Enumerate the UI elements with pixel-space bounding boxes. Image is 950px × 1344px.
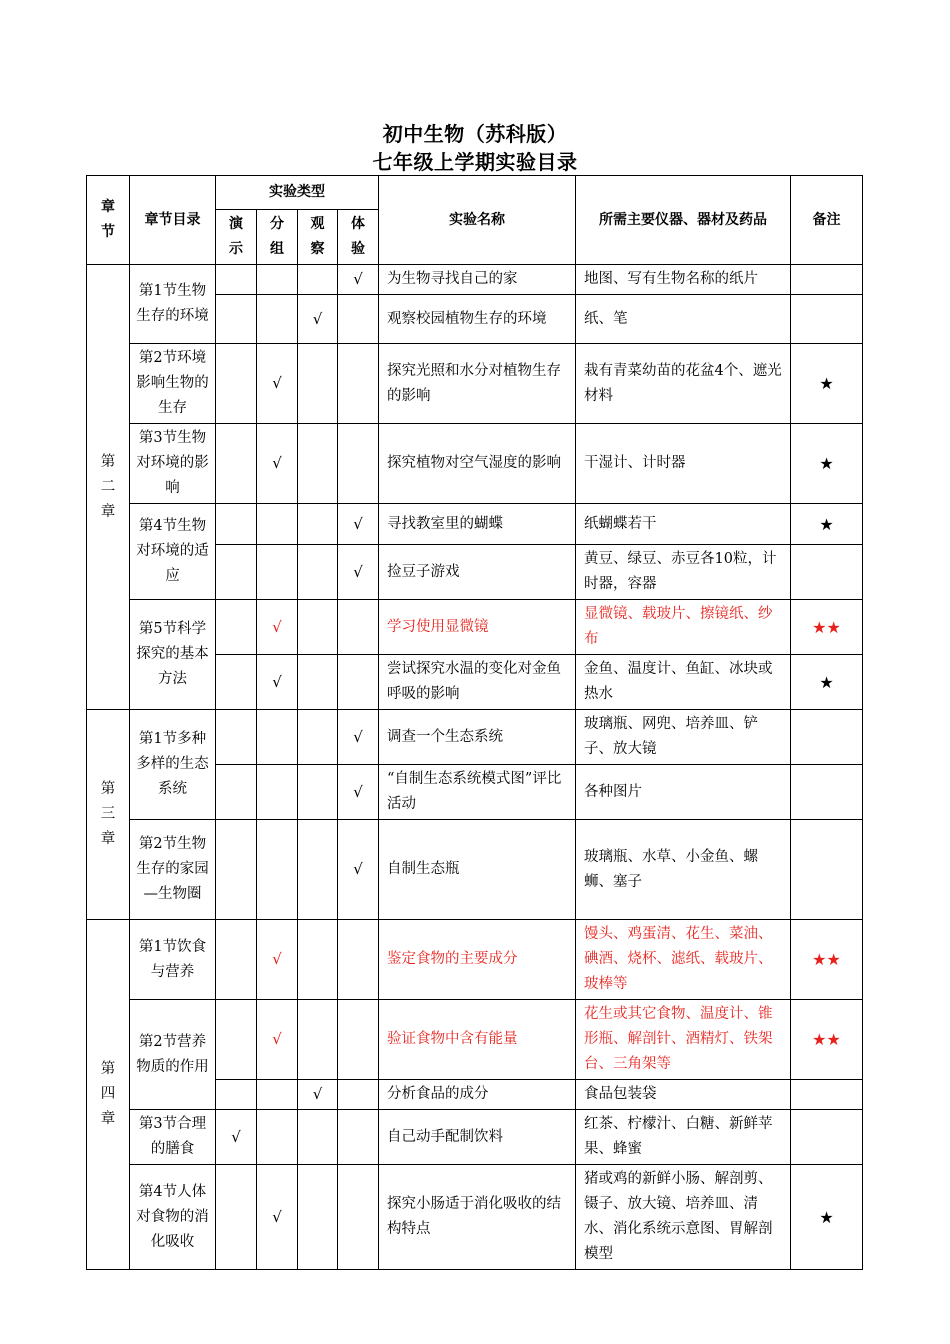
- materials-cell: 食品包装袋: [576, 1080, 791, 1110]
- check-mark: √: [257, 344, 298, 424]
- chapter-cell: 第三章: [87, 710, 130, 920]
- document-title: [0, 120, 950, 176]
- chapter-cell: 第四章: [87, 920, 130, 1270]
- experiment-name: “自制生态系统模式图”评比活动: [379, 765, 576, 820]
- table-row: [87, 1110, 863, 1165]
- type-group-cell: [257, 504, 298, 545]
- star-rating: ★: [791, 424, 863, 504]
- type-group-cell: [257, 765, 298, 820]
- table-body: [87, 265, 863, 1270]
- table-row: [87, 600, 863, 655]
- materials-cell: 干湿计、计时器: [576, 424, 791, 504]
- type-group-cell: [257, 1080, 298, 1110]
- table-row: [87, 920, 863, 1000]
- note-cell: [791, 765, 863, 820]
- type-observe-cell: [298, 820, 338, 920]
- type-observe-cell: [298, 655, 338, 710]
- type-experience-cell: [338, 1000, 379, 1080]
- type-group-cell: [257, 295, 298, 344]
- star-rating: ★★: [791, 1000, 863, 1080]
- title-line-2: 七年级上学期实验目录: [372, 150, 578, 174]
- type-group-cell: [257, 545, 298, 600]
- experiment-name: 捡豆子游戏: [379, 545, 576, 600]
- materials-cell: 猪或鸡的新鲜小肠、解剖剪、镊子、放大镜、培养皿、清水、消化系统示意图、胃解剖模型: [576, 1165, 791, 1270]
- check-mark: √: [257, 655, 298, 710]
- header-note: 备注: [791, 176, 863, 265]
- type-group-cell: [257, 265, 298, 295]
- materials-cell: 黄豆、绿豆、赤豆各10粒，计时器，容器: [576, 545, 791, 600]
- type-observe-cell: [298, 1110, 338, 1165]
- type-experience-cell: [338, 424, 379, 504]
- materials-cell: 金鱼、温度计、鱼缸、冰块或热水: [576, 655, 791, 710]
- materials-cell: 纸蝴蝶若干: [576, 504, 791, 545]
- materials-cell: 玻璃瓶、网兜、培养皿、铲子、放大镜: [576, 710, 791, 765]
- note-cell: [791, 1110, 863, 1165]
- experiment-name: 验证食物中含有能量: [379, 1000, 576, 1080]
- header-name: 实验名称: [379, 176, 576, 265]
- type-group-cell: [257, 820, 298, 920]
- type-demo-cell: [216, 545, 257, 600]
- table-row: [87, 1000, 863, 1080]
- materials-cell: 馒头、鸡蛋清、花生、菜油、碘酒、烧杯、滤纸、载玻片、玻棒等: [576, 920, 791, 1000]
- type-observe-cell: [298, 265, 338, 295]
- type-observe-cell: [298, 710, 338, 765]
- experiment-name: 自己动手配制饮料: [379, 1110, 576, 1165]
- experiment-name: 调查一个生态系统: [379, 710, 576, 765]
- type-demo-cell: [216, 1000, 257, 1080]
- header-type-experience: 体验: [338, 210, 379, 265]
- type-observe-cell: [298, 765, 338, 820]
- type-observe-cell: [298, 545, 338, 600]
- type-demo-cell: [216, 655, 257, 710]
- check-mark: √: [257, 424, 298, 504]
- type-demo-cell: [216, 424, 257, 504]
- note-cell: [791, 1080, 863, 1110]
- table-row: [87, 265, 863, 295]
- type-group-cell: [257, 710, 298, 765]
- experiment-table: [86, 175, 863, 1270]
- note-cell: [791, 820, 863, 920]
- type-demo-cell: [216, 295, 257, 344]
- type-experience-cell: [338, 920, 379, 1000]
- table-row: [87, 820, 863, 920]
- header-type-group-work: 分组: [257, 210, 298, 265]
- check-mark: √: [257, 1165, 298, 1270]
- note-cell: [791, 710, 863, 765]
- star-rating: ★: [791, 504, 863, 545]
- header-row: [87, 176, 863, 210]
- experiment-name: 观察校园植物生存的环境: [379, 295, 576, 344]
- section-cell: 第4节生物对环境的适应: [130, 504, 216, 600]
- type-demo-cell: [216, 1165, 257, 1270]
- section-cell: 第1节多种多样的生态系统: [130, 710, 216, 820]
- type-experience-cell: [338, 295, 379, 344]
- header-section: 章节目录: [130, 176, 216, 265]
- experiment-name: 寻找教室里的蝴蝶: [379, 504, 576, 545]
- star-rating: ★★: [791, 600, 863, 655]
- type-observe-cell: [298, 1000, 338, 1080]
- experiment-name: 为生物寻找自己的家: [379, 265, 576, 295]
- type-demo-cell: [216, 820, 257, 920]
- check-mark: √: [298, 295, 338, 344]
- header-type-group: 实验类型: [216, 176, 379, 210]
- type-demo-cell: [216, 265, 257, 295]
- header-type-demo: 演示: [216, 210, 257, 265]
- section-cell: 第3节合理的膳食: [130, 1110, 216, 1165]
- check-mark: √: [338, 710, 379, 765]
- section-cell: 第1节生物生存的环境: [130, 265, 216, 344]
- experiment-name: 分析食品的成分: [379, 1080, 576, 1110]
- materials-cell: 地图、写有生物名称的纸片: [576, 265, 791, 295]
- star-rating: ★: [791, 344, 863, 424]
- type-demo-cell: [216, 765, 257, 820]
- header-chapter: 章节: [87, 176, 130, 265]
- section-cell: 第3节生物对环境的影响: [130, 424, 216, 504]
- experiment-name: 探究植物对空气湿度的影响: [379, 424, 576, 504]
- check-mark: √: [338, 265, 379, 295]
- section-cell: 第1节饮食与营养: [130, 920, 216, 1000]
- type-demo-cell: [216, 344, 257, 424]
- type-demo-cell: [216, 710, 257, 765]
- type-observe-cell: [298, 504, 338, 545]
- check-mark: √: [298, 1080, 338, 1110]
- check-mark: √: [338, 765, 379, 820]
- table-row: [87, 504, 863, 545]
- experiment-name: 学习使用显微镜: [379, 600, 576, 655]
- materials-cell: 花生或其它食物、温度计、锥形瓶、解剖针、酒精灯、铁架台、三角架等: [576, 1000, 791, 1080]
- type-observe-cell: [298, 424, 338, 504]
- note-cell: [791, 545, 863, 600]
- experiment-name: 尝试探究水温的变化对金鱼呼吸的影响: [379, 655, 576, 710]
- type-demo-cell: [216, 600, 257, 655]
- star-rating: ★: [791, 655, 863, 710]
- type-observe-cell: [298, 920, 338, 1000]
- header-type-observe: 观察: [298, 210, 338, 265]
- check-mark: √: [257, 600, 298, 655]
- section-cell: 第2节营养物质的作用: [130, 1000, 216, 1110]
- type-experience-cell: [338, 1110, 379, 1165]
- note-cell: [791, 295, 863, 344]
- type-experience-cell: [338, 655, 379, 710]
- type-group-cell: [257, 1110, 298, 1165]
- type-observe-cell: [298, 1165, 338, 1270]
- experiment-name: 探究小肠适于消化吸收的结构特点: [379, 1165, 576, 1270]
- type-experience-cell: [338, 1165, 379, 1270]
- section-cell: 第2节环境影响生物的生存: [130, 344, 216, 424]
- table-row: [87, 1165, 863, 1270]
- check-mark: √: [216, 1110, 257, 1165]
- experiment-name: 自制生态瓶: [379, 820, 576, 920]
- materials-cell: 红茶、柠檬汁、白糖、新鲜苹果、蜂蜜: [576, 1110, 791, 1165]
- type-demo-cell: [216, 1080, 257, 1110]
- materials-cell: 各种图片: [576, 765, 791, 820]
- table-row: [87, 424, 863, 504]
- materials-cell: 显微镜、载玻片、擦镜纸、纱布: [576, 600, 791, 655]
- type-experience-cell: [338, 344, 379, 424]
- experiment-name: 探究光照和水分对植物生存的影响: [379, 344, 576, 424]
- type-demo-cell: [216, 920, 257, 1000]
- check-mark: √: [257, 920, 298, 1000]
- section-cell: 第5节科学探究的基本方法: [130, 600, 216, 710]
- experiment-name: 鉴定食物的主要成分: [379, 920, 576, 1000]
- title-line-1: 初中生物（苏科版）: [382, 122, 568, 146]
- star-rating: ★★: [791, 920, 863, 1000]
- chapter-cell: 第二章: [87, 265, 130, 710]
- header-materials: 所需主要仪器、器材及药品: [576, 176, 791, 265]
- type-observe-cell: [298, 344, 338, 424]
- note-cell: [791, 265, 863, 295]
- table-row: [87, 710, 863, 765]
- materials-cell: 栽有青菜幼苗的花盆4个、遮光材料: [576, 344, 791, 424]
- check-mark: √: [338, 545, 379, 600]
- section-cell: 第4节人体对食物的消化吸收: [130, 1165, 216, 1270]
- check-mark: √: [257, 1000, 298, 1080]
- type-experience-cell: [338, 1080, 379, 1110]
- type-observe-cell: [298, 600, 338, 655]
- check-mark: √: [338, 820, 379, 920]
- section-cell: 第2节生物生存的家园—生物圈: [130, 820, 216, 920]
- materials-cell: 纸、笔: [576, 295, 791, 344]
- type-experience-cell: [338, 600, 379, 655]
- materials-cell: 玻璃瓶、水草、小金鱼、螺蛳、塞子: [576, 820, 791, 920]
- table-row: [87, 344, 863, 424]
- star-rating: ★: [791, 1165, 863, 1270]
- check-mark: √: [338, 504, 379, 545]
- type-demo-cell: [216, 504, 257, 545]
